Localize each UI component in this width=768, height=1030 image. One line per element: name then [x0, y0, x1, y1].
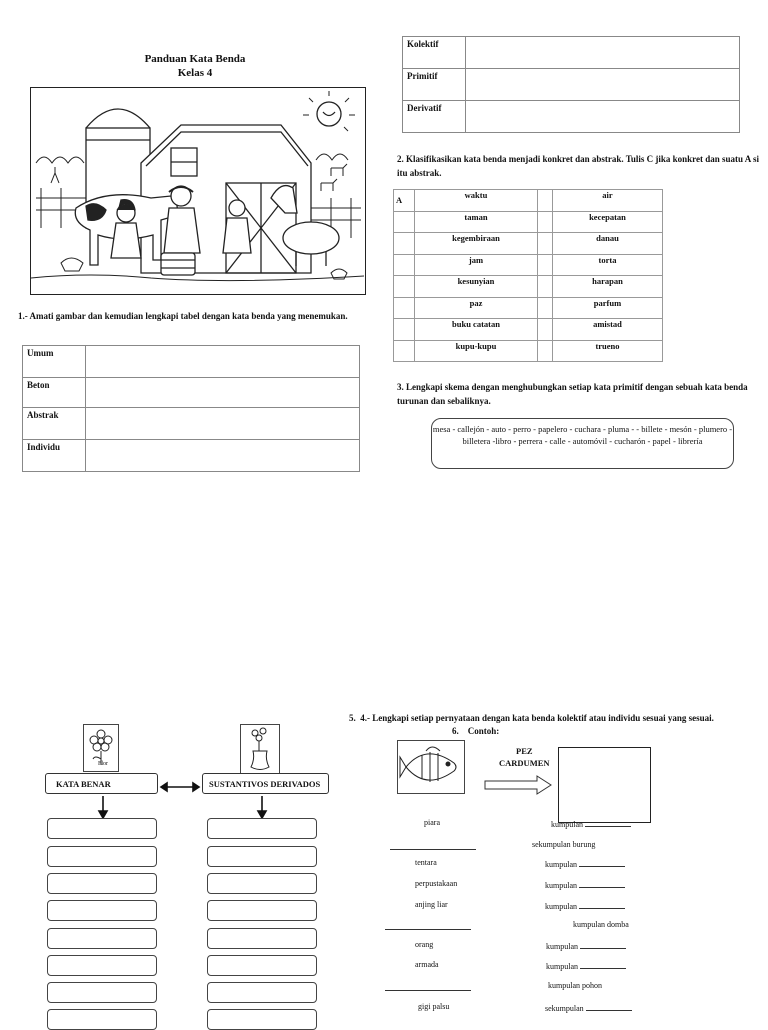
example-words — [499, 745, 550, 769]
answer-cell[interactable] — [466, 37, 740, 69]
noun-right: kecepatan — [553, 211, 663, 233]
primitive-slot[interactable] — [47, 955, 157, 976]
answer-cell[interactable] — [394, 297, 415, 319]
example-heading — [452, 724, 499, 738]
title-line: Panduan Kata Benda — [144, 53, 246, 65]
example-arrow — [484, 775, 554, 795]
answer-cell[interactable] — [394, 340, 415, 362]
noun-left: kesunyian — [415, 276, 538, 298]
answer-cell[interactable] — [394, 211, 415, 233]
derived-slot[interactable] — [207, 818, 317, 839]
answer-blank[interactable] — [586, 1002, 632, 1011]
subtitle-line: Kelas 4 — [177, 67, 213, 79]
derived-slot[interactable] — [207, 1009, 317, 1030]
question-4-text — [349, 711, 768, 725]
q4-right-phrase[interactable] — [546, 960, 626, 971]
q4-right-word: kumpulan pohon — [548, 981, 602, 990]
answer-cell[interactable] — [538, 233, 553, 255]
q4-right-word: kumpulan — [546, 942, 578, 951]
question-1-text: 1.- Amati gambar dan kemudian lengkapi tabel dengan kata benda yang menemukan. — [18, 311, 348, 321]
q4-left-word: orang — [415, 940, 434, 949]
answer-cell[interactable] — [86, 346, 360, 378]
primitive-slot[interactable] — [47, 873, 157, 894]
scheme-arrows — [95, 780, 325, 822]
row-label: Derivatif — [403, 101, 466, 133]
word-bank: mesa - callejón - auto - perro - papelero - cuchara - pluma - - billete - mesón - plumero - billetera -libro - perrera - calle - automóvil - cucharón - papel - librería — [431, 418, 734, 469]
answer-cell[interactable] — [394, 319, 415, 341]
answer-cell[interactable] — [538, 319, 553, 341]
answer-cell[interactable] — [466, 101, 740, 133]
q4-right-phrase[interactable] — [551, 818, 631, 829]
derived-slot[interactable] — [207, 955, 317, 976]
noun-right: parfum — [553, 297, 663, 319]
noun-left: waktu — [415, 190, 538, 212]
noun-left: jam — [415, 254, 538, 276]
q4-right-phrase[interactable] — [545, 879, 625, 890]
answer-cell[interactable] — [86, 440, 360, 472]
q4-right-word: sekumpulan burung — [532, 840, 596, 849]
answer-cell[interactable] — [538, 297, 553, 319]
question-4-number: 5. — [349, 713, 356, 723]
answer-blank[interactable] — [580, 940, 626, 949]
answer-cell[interactable] — [394, 254, 415, 276]
question-2-text: 2. Klasifikasikan kata benda menjadi konkret dan abstrak. Tulis C jika konkret dan suatu A si itu abstrak. — [397, 154, 760, 178]
q4-left-word: perpustakaan — [415, 879, 458, 888]
question-3-text: 3. Lengkapi skema dengan menghubungkan setiap kata primitif dengan sebuah kata benda turunan dan sebaliknya. — [397, 382, 748, 406]
row-label: Individu — [23, 440, 86, 472]
row-label: Beton — [23, 378, 86, 408]
answer-blank[interactable] — [390, 840, 476, 852]
answer-cell[interactable] — [538, 254, 553, 276]
q4-right-phrase[interactable] — [545, 900, 625, 911]
example-word-1: PEZ — [516, 746, 533, 756]
derived-slot[interactable] — [207, 846, 317, 867]
primitive-slot[interactable] — [47, 818, 157, 839]
q4-right-phrase — [548, 981, 602, 990]
derived-slot[interactable] — [207, 928, 317, 949]
noun-right: torta — [553, 254, 663, 276]
answer-cell[interactable] — [538, 211, 553, 233]
example-word-2: CARDUMEN — [499, 758, 550, 768]
classify-row — [394, 211, 663, 233]
derived-slot[interactable] — [207, 900, 317, 921]
noun-right: air — [553, 190, 663, 212]
primitive-slot[interactable] — [47, 846, 157, 867]
q4-right-phrase — [573, 920, 629, 929]
vase-picture — [240, 724, 280, 774]
noun-right: amistad — [553, 319, 663, 341]
row-label: Kolektif — [403, 37, 466, 69]
answer-cell[interactable] — [394, 276, 415, 298]
noun-left: taman — [415, 211, 538, 233]
noun-left: kegembiraan — [415, 233, 538, 255]
answer-blank[interactable] — [385, 981, 471, 993]
page-title — [110, 52, 280, 80]
primitive-nouns-header: KATA BENAR — [45, 773, 158, 794]
primitive-slot[interactable] — [47, 900, 157, 921]
row-label: Umum — [23, 346, 86, 378]
flower-picture — [83, 724, 119, 772]
question-4-instruction: 4.- Lengkapi setiap pernyataan dengan kata benda kolektif atau individu sesuai yang sesuai. — [360, 713, 714, 723]
answer-cell[interactable]: A — [394, 190, 415, 212]
answer-blank[interactable] — [585, 818, 631, 827]
row-label: Abstrak — [23, 408, 86, 440]
noun-left: paz — [415, 297, 538, 319]
answer-cell[interactable] — [466, 69, 740, 101]
derived-slot[interactable] — [207, 982, 317, 1003]
q4-left-word: armada — [415, 960, 439, 969]
primitive-slot[interactable] — [47, 928, 157, 949]
q4-right-word: kumpulan — [546, 962, 578, 971]
fish-picture — [397, 740, 465, 794]
example-label: Contoh: — [467, 726, 500, 736]
q4-right-phrase[interactable] — [546, 940, 626, 951]
q4-right-word: kumpulan — [545, 860, 577, 869]
classify-row — [394, 297, 663, 319]
answer-cell[interactable] — [394, 233, 415, 255]
answer-blank[interactable] — [385, 920, 471, 932]
noun-left: buku catatan — [415, 319, 538, 341]
noun-type-table — [402, 36, 740, 133]
q4-right-phrase[interactable] — [545, 1002, 632, 1013]
answer-blank[interactable] — [579, 879, 625, 888]
classify-row — [394, 254, 663, 276]
q4-left-word: gigi palsu — [418, 1002, 450, 1011]
noun-left: kupu-kupu — [415, 340, 538, 362]
row-label: Primitif — [403, 69, 466, 101]
noun-right: danau — [553, 233, 663, 255]
question-1-table — [22, 345, 360, 472]
drawing-box[interactable] — [558, 747, 651, 823]
q4-right-word: kumpulan — [545, 881, 577, 890]
q4-right-word: sekumpulan — [545, 1004, 584, 1013]
noun-right: trueno — [553, 340, 663, 362]
q4-right-phrase[interactable] — [545, 858, 625, 869]
answer-blank[interactable] — [580, 960, 626, 969]
answer-cell[interactable] — [86, 378, 360, 408]
answer-cell[interactable] — [538, 276, 553, 298]
derived-nouns-header: SUSTANTIVOS DERIVADOS — [202, 773, 329, 794]
primitive-slot[interactable] — [47, 1009, 157, 1030]
answer-blank[interactable] — [579, 900, 625, 909]
answer-cell[interactable] — [538, 190, 553, 212]
classify-row — [394, 340, 663, 362]
q4-left-word: anjing liar — [415, 900, 448, 909]
question-2-table — [393, 189, 663, 362]
q4-right-word: kumpulan domba — [573, 920, 629, 929]
example-number: 6. — [452, 726, 459, 736]
q4-right-word: kumpulan — [551, 820, 583, 829]
answer-cell[interactable] — [538, 340, 553, 362]
classify-row — [394, 233, 663, 255]
farm-scene-illustration — [30, 87, 366, 295]
answer-cell[interactable] — [86, 408, 360, 440]
primitive-slot[interactable] — [47, 982, 157, 1003]
noun-right: harapan — [553, 276, 663, 298]
derived-slot[interactable] — [207, 873, 317, 894]
q4-right-word: kumpulan — [545, 902, 577, 911]
answer-blank[interactable] — [579, 858, 625, 867]
classify-row — [394, 190, 663, 212]
q4-right-phrase — [532, 840, 595, 849]
classify-row — [394, 276, 663, 298]
q4-left-word: piara — [424, 818, 440, 827]
classify-row — [394, 319, 663, 341]
flower-label: Flor — [98, 761, 109, 767]
q4-left-word: tentara — [415, 858, 437, 867]
